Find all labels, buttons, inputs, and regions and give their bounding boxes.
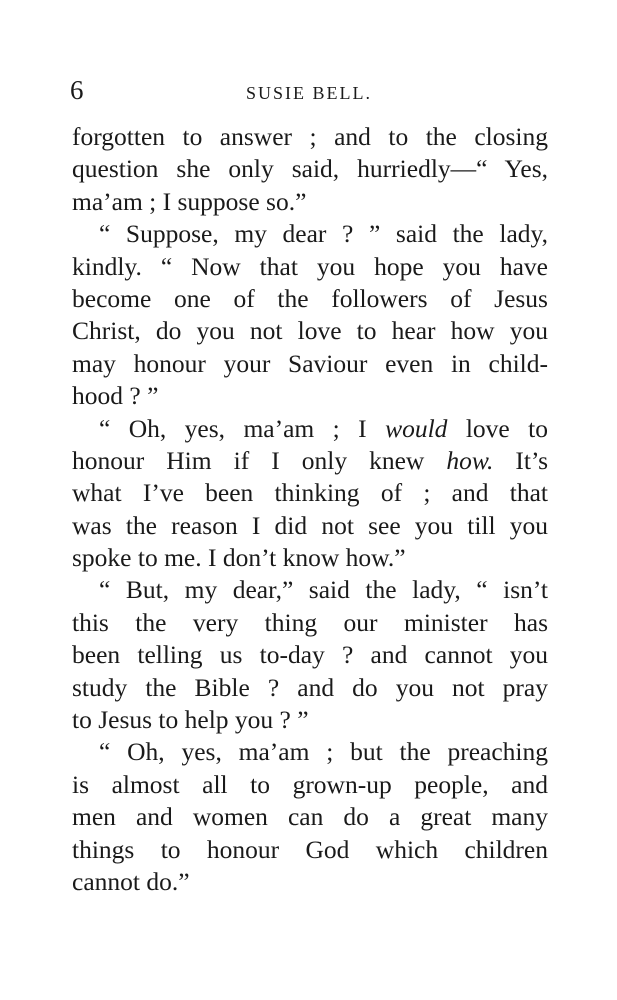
text-segment: love to [447,413,548,443]
text-segment: is almost all to grown-up people, and [72,769,548,799]
text-line [72,672,548,704]
text-segment: this the very thing our minister has [72,607,548,637]
text-segment: things to honour God which children [72,834,548,864]
text-line [72,348,548,380]
emphasized-text: would [385,413,448,443]
text-segment: “ Oh, yes, ma’am ; I [99,413,386,443]
text-segment: what I’ve been thinking of ; and that [72,478,548,508]
text-line [72,315,548,347]
text-segment: “ Suppose, my dear ? ” said the lady, [99,219,548,249]
text-line [72,510,548,542]
text-segment: study the Bible ? and do you not pray [72,672,548,702]
running-title: SUSIE BELL. [245,83,372,103]
text-segment: kindly. “ Now that you hope you have [72,251,548,281]
text-line [72,218,548,250]
page-number: 6 [70,75,84,105]
text-segment: question she only said, hurriedly—“ Yes, [72,154,548,184]
text-segment: ma’am ; I suppose so.” [72,186,307,216]
text-line [72,639,548,671]
text-segment: spoke to me. I don’t know how.” [72,543,406,573]
text-segment: honour Him if I only knew [72,445,447,475]
text-segment: “ Oh, yes, ma’am ; but the preaching [99,737,548,767]
text-segment: was the reason I did not see you till you [72,510,548,540]
text-segment: Christ, do you not love to hear how you [72,316,548,346]
text-line [72,542,548,574]
text-segment: hood ? ” [72,381,159,411]
text-line [72,704,548,736]
text-segment: to Jesus to help you ? ” [72,705,309,735]
text-segment: been telling us to-day ? and cannot you [72,640,548,670]
text-line [72,769,548,801]
running-head [70,72,548,108]
text-segment: cannot do.” [72,866,190,896]
text-line [72,607,548,639]
text-line [72,801,548,833]
text-line [72,380,548,412]
text-line [72,834,548,866]
text-line [72,445,548,477]
text-segment: men and women can do a great many [72,802,548,832]
text-segment: It’s [493,445,548,475]
text-line [72,251,548,283]
text-line [72,477,548,509]
text-line [72,153,548,185]
body-text [72,121,548,898]
text-segment: “ But, my dear,” said the lady, “ isn’t [99,575,548,605]
text-line [72,186,548,218]
text-line [72,736,548,768]
text-line [72,574,548,606]
text-line [72,866,548,898]
text-segment: may honour your Saviour even in child- [72,348,548,378]
text-segment: become one of the followers of Jesus [72,283,548,313]
text-line [72,121,548,153]
text-line [72,413,548,445]
text-segment: forgotten to answer ; and to the closing [72,122,548,151]
emphasized-text: how. [446,445,494,475]
text-line [72,283,548,315]
